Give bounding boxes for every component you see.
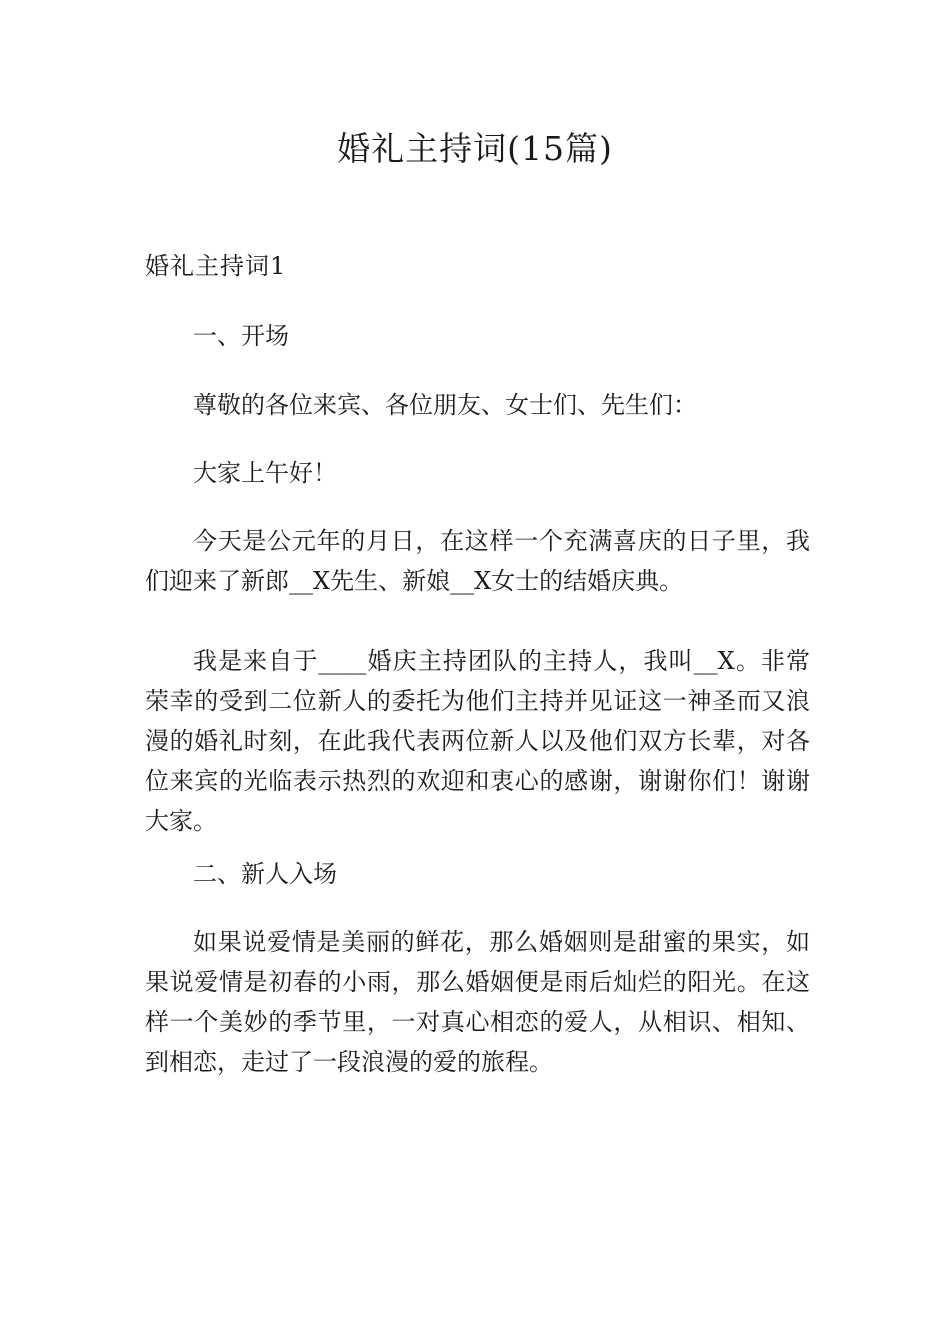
paragraph-date-intro: 今天是公元年的月日，在这样一个充满喜庆的日子里，我们迎来了新郎__X先生、新娘__X女士的结婚庆典。 [145, 527, 810, 595]
paragraph-greeting-address: 尊敬的各位来宾、各位朋友、女士们、先生们： [193, 391, 697, 419]
section-title: 婚礼主持词1 [145, 252, 287, 280]
document-title: 婚礼主持词(15篇) [337, 129, 613, 168]
paragraph-host-intro: 我是来自于____婚庆主持团队的主持人，我叫__X。非常荣幸的受到二位新人的委托为他们主持并见证这一神圣而又浪漫的婚礼时刻，在此我代表两位新人以及他们双方长辈，对各位来宾的光临表示热烈的欢迎和衷心的感谢，谢谢你们！谢谢大家。 [145, 647, 810, 835]
paragraph-love-metaphor: 如果说爱情是美丽的鲜花，那么婚姻则是甜蜜的果实，如果说爱情是初春的小雨，那么婚姻便是雨后灿烂的阳光。在这样一个美妙的季节里，一对真心相恋的爱人，从相识、相知、到相恋，走过了一段浪漫的爱的旅程。 [145, 928, 810, 1076]
heading-couple-entrance: 二、新人入场 [193, 860, 337, 888]
heading-opening: 一、开场 [193, 322, 289, 350]
paragraph-good-morning: 大家上午好！ [193, 459, 337, 487]
